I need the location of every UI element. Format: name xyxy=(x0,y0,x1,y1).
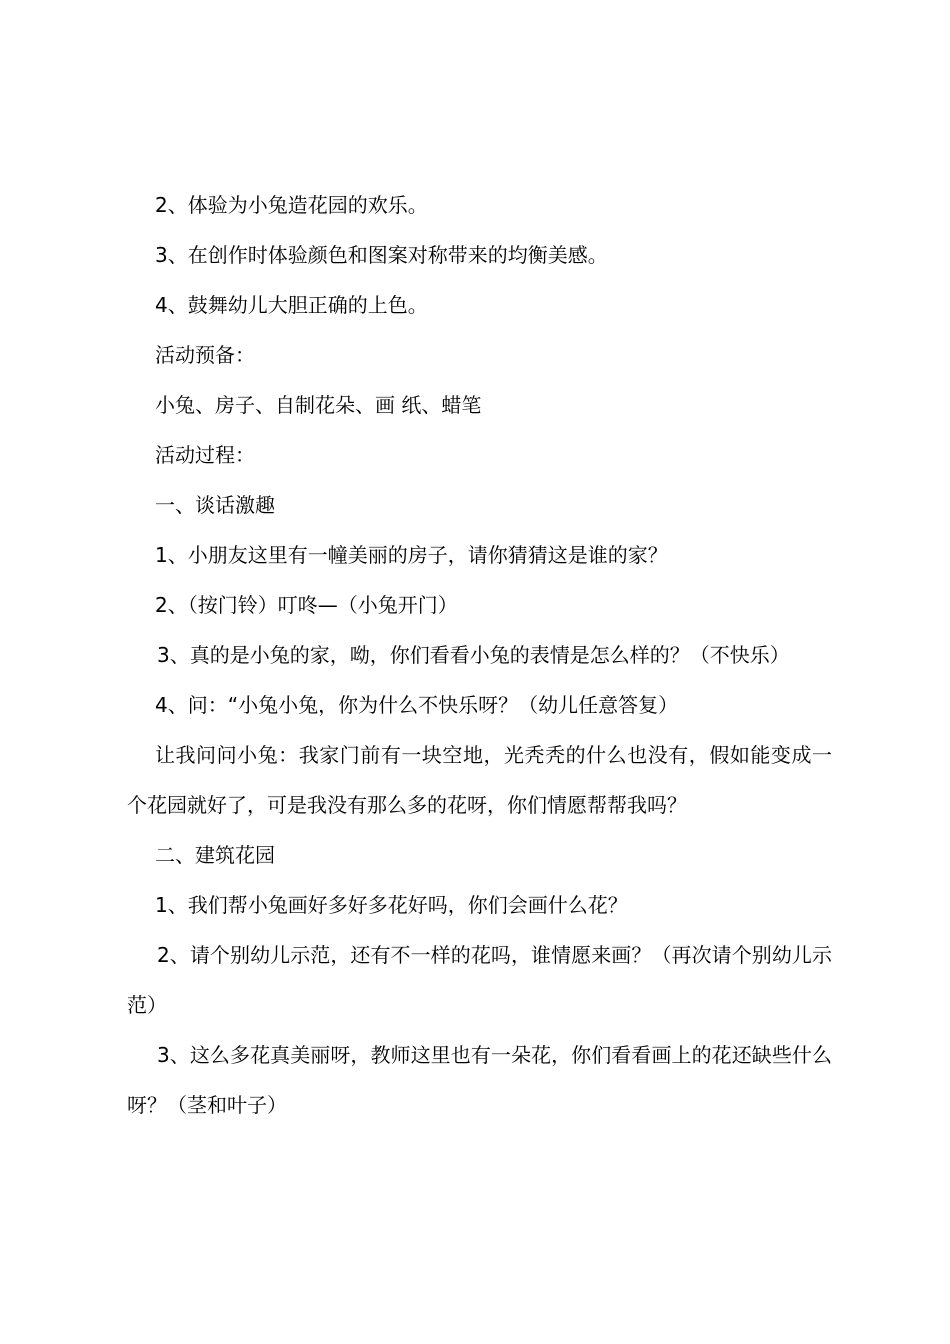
section-2-step-2: 2、请个别幼儿示范，还有不一样的花吗，谁情愿来画？（再次请个别幼儿示范） xyxy=(127,943,832,1017)
section-1-step-3: 3、真的是小兔的家，呦，你们看看小兔的表情是怎么样的？（不快乐） xyxy=(157,643,790,667)
goal-4: 4、鼓舞幼儿大胆正确的上色。 xyxy=(155,293,428,317)
section-1-step-1: 1、小朋友这里有一幢美丽的房子，请你猜猜这是谁的家？ xyxy=(155,543,668,567)
section-2-step-3: 3、这么多花真美丽呀，教师这里也有一朵花，你们看看画上的花还缺些什么呀？（茎和叶子） xyxy=(127,1043,832,1117)
goal-3: 3、在创作时体验颜色和图案对称带来的均衡美感。 xyxy=(155,243,608,267)
document-body xyxy=(127,180,832,1130)
process-heading: 活动过程： xyxy=(155,443,255,467)
section-1-step-2: 2、（按门铃）叮咚—（小兔开门） xyxy=(155,593,458,617)
preparation-heading: 活动预备： xyxy=(155,343,255,367)
preparation-materials: 小兔、房子、自制花朵、画 纸、蜡笔 xyxy=(155,393,482,417)
section-2-step-1: 1、我们帮小兔画好多好多花好吗，你们会画什么花？ xyxy=(155,893,628,917)
section-1-step-4: 4、问：“小兔小兔，你为什么不快乐呀？（幼儿任意答复） xyxy=(155,693,679,717)
section-1-heading: 一、谈话激趣 xyxy=(155,493,275,517)
section-2-heading: 二、建筑花园 xyxy=(155,843,275,867)
rabbit-speech: 让我问问小兔：我家门前有一块空地，光秃秃的什么也没有，假如能变成一个花园就好了，可是我没有那么多的花呀，你们情愿帮帮我吗？ xyxy=(127,743,832,817)
goal-2: 2、体验为小兔造花园的欢乐。 xyxy=(155,193,428,217)
